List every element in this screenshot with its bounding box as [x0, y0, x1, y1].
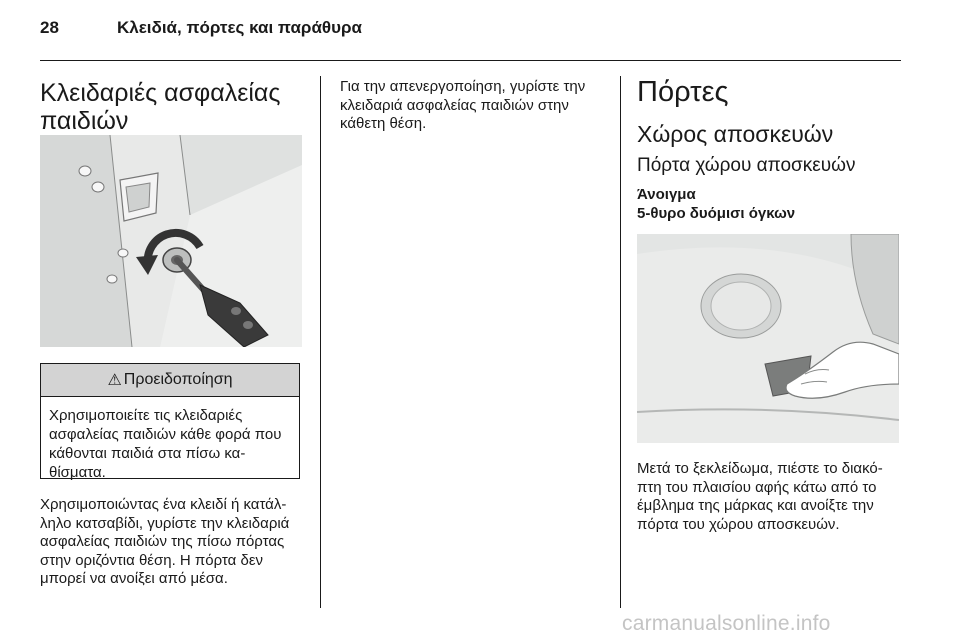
warning-box	[40, 363, 300, 479]
tailgate-opening-instructions: Μετά το ξεκλείδωμα, πιέστε το διακό-πτη του πλαισίου αφής κάτω από το έμβλημα της μάρκας και ανοίξτε την πόρτα του χώρου αποσκευών.	[637, 460, 883, 533]
deactivation-instructions: Για την απενεργοποίηση, γυρίστε την κλειδαριά ασφαλείας παιδιών στην κάθετη θέση.	[340, 78, 586, 133]
warning-triangle-icon: ⚠	[107, 372, 122, 389]
warning-text: Χρησιμοποιείτε τις κλειδαριές ασφαλείας παιδιών κάθε φορά που κάθονται παιδιά στα πίσω κα-θίσματα.	[49, 407, 282, 481]
running-title: Κλειδιά, πόρτες και παράθυρα	[117, 18, 362, 37]
column-divider	[620, 76, 621, 608]
tailgate-drawing	[637, 234, 899, 443]
warning-header	[41, 364, 299, 397]
tailgate-opening-illustration	[637, 234, 899, 443]
page-number: 28	[40, 18, 59, 37]
child-lock-drawing	[40, 135, 302, 347]
header-divider	[40, 60, 901, 61]
subheading-body-type: 5-θυρο δυόμισι όγκων	[637, 205, 796, 222]
subsection-heading-tailgate: Πόρτα χώρου αποσκευών	[637, 155, 856, 176]
section-heading: Κλειδαριές ασφαλείας παιδιών	[40, 79, 281, 135]
subheading-opening: Άνοιγμα	[637, 186, 696, 203]
watermark: carmanualsonline.info	[622, 612, 831, 635]
warning-title: Προειδοποίηση	[123, 371, 233, 388]
child-lock-instructions: Χρησιμοποιώντας ένα κλειδί ή κατάλ-ληλο κατσαβίδι, γυρίστε την κλειδαριά ασφαλείας παιδιών της πίσω πόρτας στην οριζόντια θέση. Η πόρτα δεν μπορεί να ανοίξει από μέσα.	[40, 496, 290, 588]
chapter-heading: Πόρτες	[637, 76, 729, 108]
column-divider	[320, 76, 321, 608]
child-lock-illustration	[40, 135, 302, 347]
section-heading-luggage: Χώρος αποσκευών	[637, 121, 834, 147]
